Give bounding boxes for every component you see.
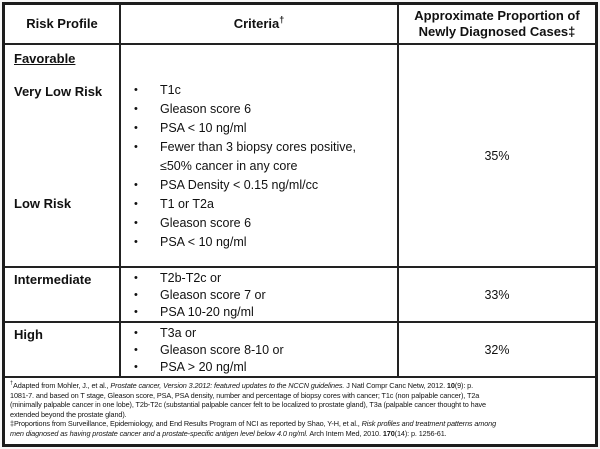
criteria-bullet-item [121, 138, 397, 176]
header-proportion-line1: Approximate Proportion of [414, 8, 580, 23]
criteria-bullet-item [121, 287, 397, 304]
criteria-bullet-text: Gleason score 6 [160, 216, 252, 230]
bullet-icon: • [134, 198, 138, 210]
high-criteria-list [121, 325, 397, 376]
footnote-text-segment: ‡Proportions from Surveillance, Epidemiology, and End Results Program of NCI as reported by Shao, Y-H, et al., [10, 419, 362, 429]
bullet-icon: • [134, 236, 138, 248]
criteria-bullet-item [121, 176, 397, 195]
high-proportion-value: 32% [484, 342, 510, 357]
favorable-proportion-cell [399, 45, 595, 266]
criteria-bullet-item [121, 304, 397, 321]
bullet-icon: • [134, 122, 138, 134]
high-proportion-cell [399, 323, 595, 376]
bullet-icon: • [134, 344, 138, 356]
header-risk-profile [5, 5, 121, 43]
footnote-text-segment: (9): p. [454, 381, 473, 390]
criteria-bullet-item [121, 81, 397, 100]
bullet-icon: • [134, 306, 138, 318]
footnote-text-segment: (14): p. 1256-61. [394, 428, 447, 438]
intermediate-criteria-list [121, 270, 397, 321]
very-low-risk-criteria-list [121, 81, 397, 195]
bullet-icon: • [134, 217, 138, 229]
criteria-bullet-item [121, 325, 397, 342]
footnote-text-segment: Arch Intern Med, 2010. [307, 428, 383, 438]
footnote-text-segment: 1081-7. and based on T stage, Gleason score, PSA, PSA density, number and percentage of biopsy cores with cancer; T1c (non palpable cancer), T2a [10, 390, 480, 400]
table-header-row [5, 5, 595, 45]
high-criteria-cell [121, 323, 399, 376]
very-low-risk-criteria-cell [121, 45, 399, 195]
criteria-bullet-text: PSA < 10 ng/ml [160, 235, 247, 249]
criteria-bullet-item [121, 270, 397, 287]
header-risk-profile-label: Risk Profile [26, 16, 98, 31]
footnote-proportions [10, 419, 590, 438]
bullet-icon: • [134, 141, 138, 153]
favorable-group-label: Favorable [14, 51, 76, 66]
header-proportion [399, 5, 595, 43]
intermediate-label-cell [5, 268, 121, 321]
criteria-bullet-item [121, 359, 397, 376]
criteria-bullet-item [121, 100, 397, 119]
intermediate-proportion-value: 33% [484, 287, 510, 302]
footnote-text-segment: Prostate cancer, Version 3.2012: featured updates to the NCCN guidelines. [110, 381, 345, 390]
intermediate-label: Intermediate [14, 272, 92, 287]
criteria-bullet-text: Gleason score 6 [160, 102, 252, 116]
footnotes-section [5, 378, 595, 444]
bullet-icon: • [134, 103, 138, 115]
dagger-icon: † [279, 14, 285, 25]
bullet-icon: • [134, 327, 138, 339]
high-label-cell [5, 323, 121, 376]
criteria-bullet-text: PSA 10-20 ng/ml [160, 305, 254, 319]
footnote-text-segment: 10 [446, 381, 455, 390]
footnote-text-segment: Risk profiles and treatment patterns among [361, 419, 497, 429]
low-risk-label-cell [5, 195, 121, 266]
criteria-bullet-item [121, 342, 397, 359]
footnote-text-segment: (minimally palpable cancer in one lobe), T2b-T2c (substantial palpable cancer felt to be localized to prostate gland), T3a (palpable cancer thought to have [10, 400, 486, 410]
risk-profile-table [2, 2, 598, 447]
criteria-bullet-item [121, 214, 397, 233]
criteria-bullet-item [121, 119, 397, 138]
criteria-bullet-text: Gleason score 8-10 or [160, 343, 284, 357]
criteria-bullet-text: PSA Density < 0.15 ng/ml/cc [160, 178, 319, 192]
criteria-bullet-text: PSA > 20 ng/ml [160, 360, 247, 374]
criteria-bullet-text: T3a or [160, 326, 197, 340]
favorable-proportion-value: 35% [484, 148, 510, 163]
low-risk-label: Low Risk [14, 196, 72, 211]
criteria-bullet-text: Gleason score 7 or [160, 288, 266, 302]
bullet-icon: • [134, 361, 138, 373]
bullet-icon: • [134, 289, 138, 301]
footnote-text-segment: J Natl Compr Canc Netw, 2012. [344, 381, 447, 390]
criteria-bullet-text: T1c [160, 83, 181, 97]
table-row-intermediate [5, 268, 595, 323]
criteria-bullet-text: T2b-T2c or [160, 271, 222, 285]
footnote-text-segment: Adapted from Mohler, J., et al., [12, 381, 111, 390]
header-proportion-line2: Newly Diagnosed Cases‡ [418, 24, 576, 39]
criteria-bullet-item [121, 195, 397, 214]
criteria-bullet-item [121, 233, 397, 252]
low-risk-criteria-list [121, 195, 397, 252]
table-row-favorable [5, 45, 595, 268]
criteria-bullet-text: Fewer than 3 biopsy cores positive, ≤50% cancer in any core [160, 140, 356, 173]
criteria-bullet-text: T1 or T2a [160, 197, 214, 211]
favorable-label-cell [5, 45, 121, 195]
footnote-text-segment: extended beyond the prostate gland). [10, 409, 127, 419]
bullet-icon: • [134, 179, 138, 191]
criteria-bullet-text: PSA < 10 ng/ml [160, 121, 247, 135]
intermediate-proportion-cell [399, 268, 595, 321]
bullet-icon: • [134, 272, 138, 284]
intermediate-criteria-cell [121, 268, 399, 321]
footnote-text-segment: † [10, 380, 13, 387]
footnote-text-segment: men diagnosed as having prostate cancer and a prostate-specific antigen level below 4.0 ng/ml. [10, 428, 308, 438]
footnote-text-segment: 170 [382, 428, 395, 438]
high-label: High [14, 327, 43, 342]
header-criteria [121, 5, 399, 43]
bullet-icon: • [134, 84, 138, 96]
table-row-high [5, 323, 595, 378]
very-low-risk-label: Very Low Risk [14, 84, 103, 99]
header-criteria-label: Criteria† [233, 14, 285, 31]
low-risk-criteria-cell [121, 195, 399, 266]
footnote-adapted [10, 381, 590, 419]
